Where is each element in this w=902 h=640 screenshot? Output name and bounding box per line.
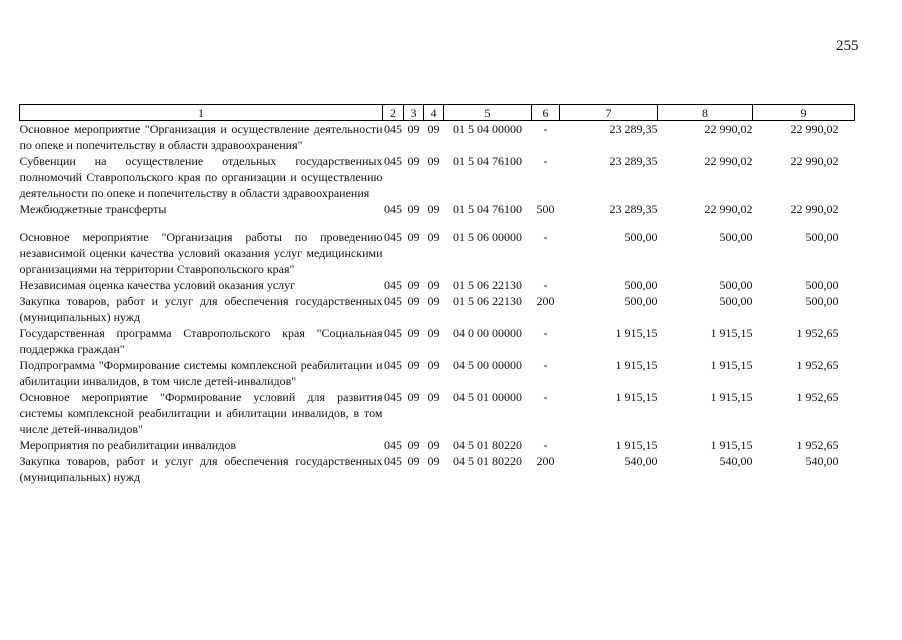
section-code: 09 [407,294,420,308]
expense-type-code: - [543,438,548,452]
table-row [20,277,855,293]
amount-col7: 540,00 [624,454,658,468]
target-article-code: 01 5 06 00000 [453,230,522,244]
section-code: 09 [407,390,420,404]
subsection-code: 09 [427,154,440,168]
section-code: 09 [407,202,420,216]
amount-col7: 500,00 [624,294,658,308]
column-header: 3 [404,105,424,121]
amount-col8: 500,00 [719,294,753,308]
subsection-code: 09 [427,390,440,404]
budget-table [19,104,855,485]
target-article-code: 04 5 00 00000 [453,358,522,372]
section-code: 09 [407,154,420,168]
amount-col9: 22 990,02 [790,154,839,168]
column-header: 4 [424,105,444,121]
ministry-code: 045 [384,390,402,404]
subsection-code: 09 [427,122,440,136]
subsection-code: 09 [427,358,440,372]
amount-col8: 500,00 [719,230,753,244]
target-article-code: 01 5 06 22130 [453,294,522,308]
item-name: Основное мероприятие "Формирование условий для развития системы комплексной реабилитации и абилитации инвалидов, в том числе детей-инвалидов" [19,390,383,436]
column-header: 8 [658,105,753,121]
amount-col7: 500,00 [624,230,658,244]
amount-col9: 1 952,65 [796,390,839,404]
target-article-code: 04 5 01 00000 [453,390,522,404]
subsection-code: 09 [427,438,440,452]
amount-col8: 1 915,15 [710,326,753,340]
table-row [20,437,855,453]
column-header: 6 [532,105,560,121]
amount-col7: 500,00 [624,278,658,292]
target-article-code: 01 5 04 76100 [453,202,522,216]
target-article-code: 01 5 04 76100 [453,154,522,168]
ministry-code: 045 [384,278,402,292]
expense-type-code: 200 [536,294,555,308]
table-header-row [20,105,855,121]
table-row [20,453,855,485]
amount-col9: 1 952,65 [796,326,839,340]
column-header: 1 [20,105,383,121]
expense-type-code: - [543,122,548,136]
amount-col7: 23 289,35 [609,154,658,168]
target-article-code: 04 0 00 00000 [453,326,522,340]
item-name: Подпрограмма "Формирование системы комплексной реабилитации и абилитации инвалидов, в том числе детей-инвалидов" [19,358,383,388]
ministry-code: 045 [384,454,402,468]
table-row [20,153,855,201]
table-row [20,325,855,357]
expense-type-code: - [543,390,548,404]
table-row [20,293,855,325]
amount-col8: 22 990,02 [704,154,753,168]
amount-col8: 1 915,15 [710,358,753,372]
page-number: 255 [836,38,859,54]
amount-col9: 500,00 [805,230,839,244]
column-header: 9 [753,105,855,121]
amount-col9: 500,00 [805,278,839,292]
amount-col7: 1 915,15 [615,358,658,372]
amount-col7: 1 915,15 [615,326,658,340]
subsection-code: 09 [427,294,440,308]
expense-type-code: - [543,154,548,168]
amount-col8: 22 990,02 [704,122,753,136]
amount-col9: 500,00 [805,294,839,308]
subsection-code: 09 [427,202,440,216]
expense-type-code: 500 [536,202,555,216]
table-row [20,229,855,277]
item-name: Независимая оценка качества условий оказания услуг [19,278,296,292]
expense-type-code: - [543,230,548,244]
table-row [20,201,855,229]
table-body [20,121,855,486]
ministry-code: 045 [384,230,402,244]
target-article-code: 04 5 01 80220 [453,438,522,452]
amount-col9: 1 952,65 [796,358,839,372]
section-code: 09 [407,358,420,372]
expense-type-code: - [543,358,548,372]
expense-type-code: - [543,278,548,292]
amount-col9: 22 990,02 [790,202,839,216]
target-article-code: 04 5 01 80220 [453,454,522,468]
amount-col9: 1 952,65 [796,438,839,452]
ministry-code: 045 [384,438,402,452]
amount-col8: 22 990,02 [704,202,753,216]
amount-col7: 1 915,15 [615,390,658,404]
amount-col9: 22 990,02 [790,122,839,136]
item-name: Закупка товаров, работ и услуг для обеспечения государственных (муниципальных) нужд [19,454,383,484]
amount-col7: 1 915,15 [615,438,658,452]
table-row [20,121,855,154]
amount-col8: 540,00 [719,454,753,468]
amount-col8: 1 915,15 [710,390,753,404]
ministry-code: 045 [384,154,402,168]
amount-col9: 540,00 [805,454,839,468]
amount-col8: 1 915,15 [710,438,753,452]
item-name: Основное мероприятие "Организация работы по проведению независимой оценки качества условий оказания услуг медицинскими организациями на территории Ставропольского края" [19,230,383,276]
item-name: Межбюджетные трансферты [19,202,167,216]
amount-col7: 23 289,35 [609,202,658,216]
ministry-code: 045 [384,326,402,340]
target-article-code: 01 5 06 22130 [453,278,522,292]
ministry-code: 045 [384,202,402,216]
expense-type-code: - [543,326,548,340]
section-code: 09 [407,326,420,340]
section-code: 09 [407,230,420,244]
section-code: 09 [407,278,420,292]
subsection-code: 09 [427,278,440,292]
section-code: 09 [407,122,420,136]
column-header: 5 [444,105,532,121]
item-name: Субвенции на осуществление отдельных государственных полномочий Ставропольского края по организации и осуществлению деятельности по опеке и попечительству в области здравоохранения [19,154,383,200]
expense-type-code: 200 [536,454,555,468]
amount-col8: 500,00 [719,278,753,292]
ministry-code: 045 [384,358,402,372]
table-row [20,357,855,389]
subsection-code: 09 [427,230,440,244]
amount-col7: 23 289,35 [609,122,658,136]
ministry-code: 045 [384,122,402,136]
table-row [20,389,855,437]
subsection-code: 09 [427,326,440,340]
item-name: Мероприятия по реабилитации инвалидов [19,438,236,452]
item-name: Закупка товаров, работ и услуг для обеспечения государственных (муниципальных) нужд [19,294,383,324]
item-name: Государственная программа Ставропольского края "Социальная поддержка граждан" [19,326,383,356]
item-name: Основное мероприятие "Организация и осуществление деятельности по опеке и попечительству в области здравоохранения" [19,122,383,152]
column-header: 2 [383,105,404,121]
column-header: 7 [560,105,658,121]
section-code: 09 [407,438,420,452]
target-article-code: 01 5 04 00000 [453,122,522,136]
section-code: 09 [407,454,420,468]
subsection-code: 09 [427,454,440,468]
ministry-code: 045 [384,294,402,308]
